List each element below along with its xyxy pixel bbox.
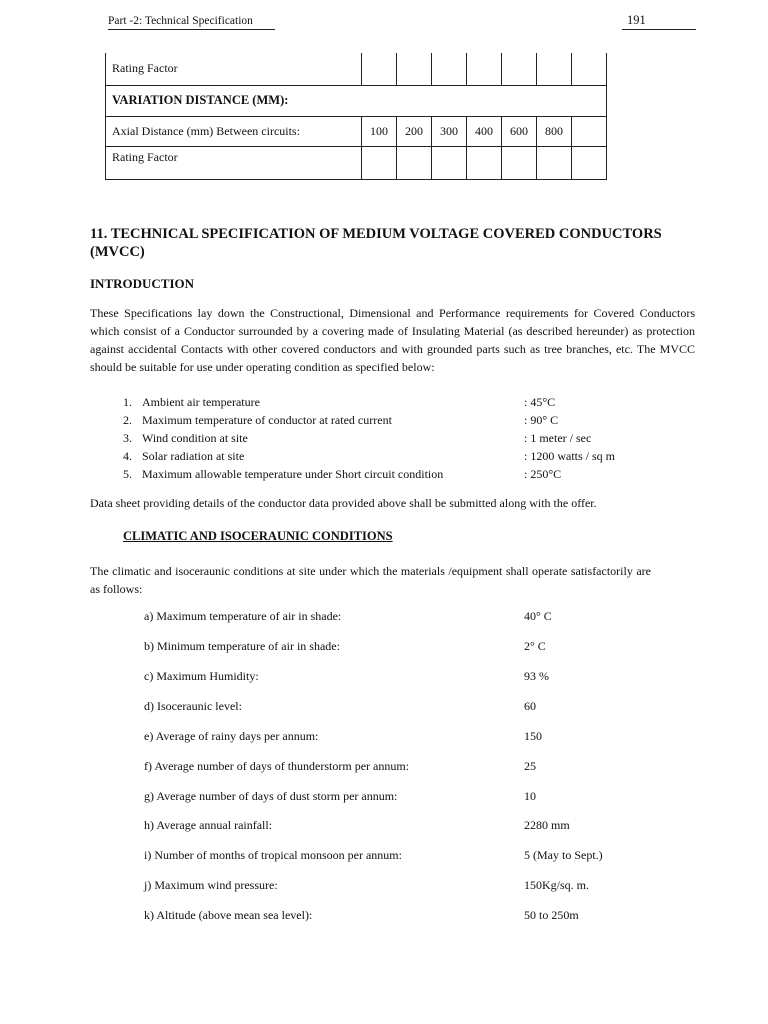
climatic-label: k) Altitude (above mean sea level):: [144, 908, 313, 922]
table-row: [106, 53, 607, 85]
table-cell: [467, 53, 502, 85]
table-cell: [537, 146, 572, 179]
table-cell: [362, 146, 397, 179]
climatic-value: 10: [524, 789, 536, 803]
list-number: 3.: [123, 431, 132, 445]
climatic-item: [144, 908, 579, 923]
climatic-value: 5 (May to Sept.): [524, 848, 603, 862]
list-item: [118, 431, 638, 449]
condition-label: Ambient air temperature: [142, 395, 260, 409]
condition-value: : 250°C: [524, 467, 562, 481]
climatic-item: [144, 878, 590, 893]
climatic-item: [144, 789, 536, 804]
climatic-value: 60: [524, 699, 536, 713]
list-number: 2.: [123, 413, 132, 427]
rating-factor-label: Rating Factor: [106, 146, 362, 179]
condition-label: Maximum allowable temperature under Short circuit condition: [142, 467, 444, 481]
table-cell: [572, 53, 607, 85]
climatic-item: [144, 639, 546, 654]
condition-value: : 90° C: [524, 413, 559, 427]
climatic-item: [144, 848, 603, 863]
introduction-paragraph: These Specifications lay down the Constructional, Dimensional and Performance requirements for Covered Conductors which consist of a Conductor surrounded by a covering made of Insulating Material (as described hereunder) as protection against accidental Contacts with other covered conductors and with grounded parts such as tree branches, etc. The MVCC should be suitable for use under operating condition as specified below:: [90, 306, 695, 374]
climatic-label: a) Maximum temperature of air in shade:: [144, 609, 342, 623]
axial-distance-label: Axial Distance (mm) Between circuits:: [106, 116, 362, 146]
table-cell: [537, 53, 572, 85]
list-item: [118, 413, 638, 431]
section-title: 11. TECHNICAL SPECIFICATION OF MEDIUM VOLTAGE COVERED CONDUCTORS (MVCC): [90, 226, 662, 260]
table-cell: [467, 146, 502, 179]
table-row: [106, 146, 607, 179]
climatic-item: [144, 609, 552, 624]
table-cell: [362, 53, 397, 85]
table-cell: [397, 146, 432, 179]
climatic-item: [144, 818, 570, 833]
condition-label: Maximum temperature of conductor at rated current: [142, 413, 392, 427]
introduction-heading: INTRODUCTION: [90, 276, 195, 291]
condition-label: Solar radiation at site: [142, 449, 245, 463]
list-number: 4.: [123, 449, 132, 463]
climatic-value: 50 to 250m: [524, 908, 579, 922]
condition-label: Wind condition at site: [142, 431, 248, 445]
list-number: 5.: [123, 467, 132, 481]
climatic-label: b) Minimum temperature of air in shade:: [144, 639, 340, 653]
climatic-label: g) Average number of days of dust storm per annum:: [144, 789, 398, 803]
axial-value: 400: [467, 116, 502, 146]
condition-value: : 1200 watts / sq m: [524, 449, 616, 463]
operating-conditions-list: [118, 395, 638, 485]
climatic-value: 40° C: [524, 609, 552, 623]
datasheet-note: Data sheet providing details of the conductor data provided above shall be submitted along with the offer.: [90, 496, 597, 510]
table-row: [106, 85, 607, 116]
header-title: Part -2: Technical Specification: [108, 15, 253, 27]
list-number: 1.: [123, 395, 132, 409]
climatic-item: [144, 759, 536, 774]
climatic-value: 2280 mm: [524, 818, 570, 832]
climatic-label: c) Maximum Humidity:: [144, 669, 259, 683]
list-item: [118, 449, 638, 467]
climatic-label: e) Average of rainy days per annum:: [144, 729, 319, 743]
climatic-value: 150Kg/sq. m.: [524, 878, 590, 892]
page-number-rule: [622, 29, 696, 30]
list-item: [118, 395, 638, 413]
climatic-value: 25: [524, 759, 536, 773]
condition-value: : 1 meter / sec: [524, 431, 592, 445]
rating-factor-label: Rating Factor: [106, 53, 362, 85]
condition-value: : 45°C: [524, 395, 556, 409]
table-cell: [432, 146, 467, 179]
climatic-heading: CLIMATIC AND ISOCERAUNIC CONDITIONS: [123, 529, 393, 543]
header-rule: [108, 29, 275, 30]
table-cell: [572, 146, 607, 179]
climatic-label: i) Number of months of tropical monsoon per annum:: [144, 848, 402, 862]
list-item: [118, 467, 638, 485]
axial-value: 300: [432, 116, 467, 146]
axial-value: 100: [362, 116, 397, 146]
climatic-label: d) Isoceraunic level:: [144, 699, 242, 713]
page-number: 191: [627, 13, 646, 27]
climatic-label: f) Average number of days of thunderstorm per annum:: [144, 759, 410, 773]
rating-factor-table: [105, 53, 607, 180]
climatic-value: 93 %: [524, 669, 549, 683]
table-cell: [397, 53, 432, 85]
climatic-item: [144, 699, 536, 714]
axial-value: 800: [537, 116, 572, 146]
axial-value: 600: [502, 116, 537, 146]
climatic-item: [144, 729, 542, 744]
table-cell: [502, 53, 537, 85]
climatic-intro: The climatic and isoceraunic conditions at site under which the materials /equipment shall operate satisfactorily are as follows:: [90, 564, 651, 596]
table-cell: [502, 146, 537, 179]
climatic-label: j) Maximum wind pressure:: [144, 878, 278, 892]
climatic-label: h) Average annual rainfall:: [144, 818, 273, 832]
table-cell: [432, 53, 467, 85]
climatic-item: [144, 669, 549, 684]
table-row: [106, 116, 607, 146]
variation-distance-heading: VARIATION DISTANCE (MM):: [106, 85, 607, 116]
axial-value: 200: [397, 116, 432, 146]
climatic-value: 2° C: [524, 639, 546, 653]
axial-value: [572, 116, 607, 146]
climatic-value: 150: [524, 729, 542, 743]
